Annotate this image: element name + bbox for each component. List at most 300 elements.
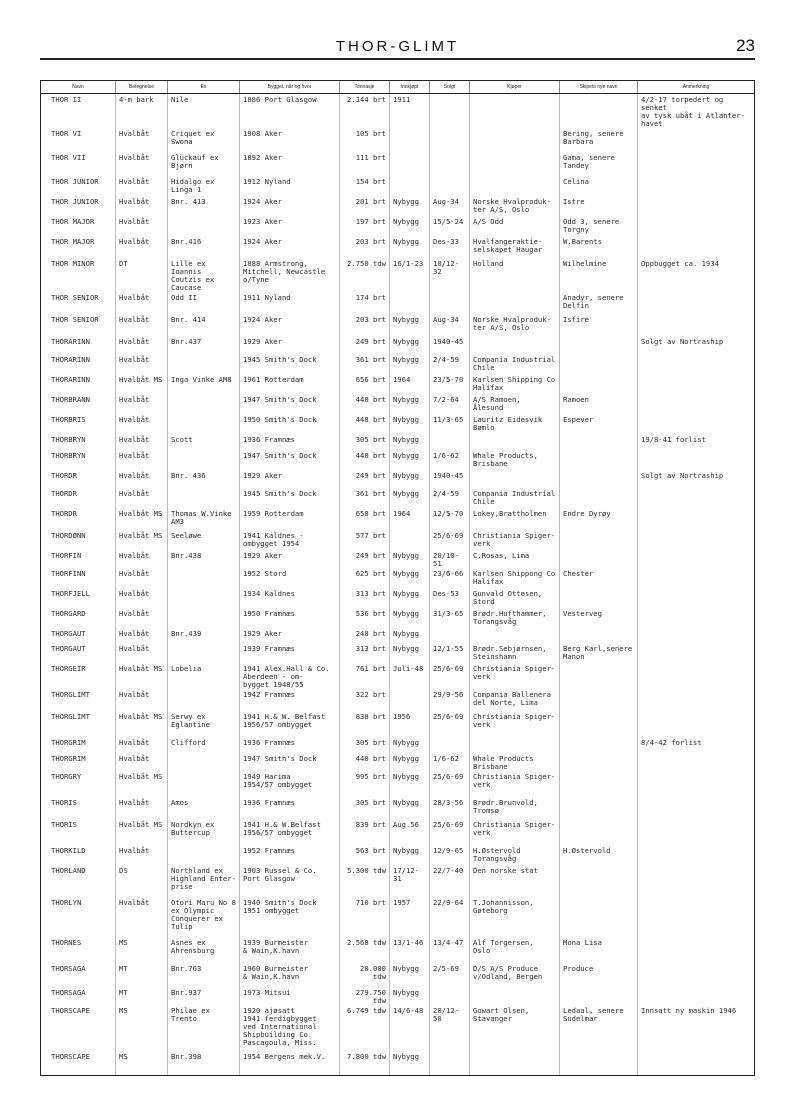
- ex-name-cell: Northland ex Highland Enter- prise: [168, 865, 240, 897]
- buyer-cell: Compania Industrial Chile: [470, 488, 560, 508]
- remark-cell: [638, 488, 755, 508]
- built-info-cell: 1945 Smith's Dock: [240, 488, 340, 508]
- ex-name-cell: Thomas W.Vinke AM3: [168, 508, 240, 530]
- built-info-cell: 1934 Kaldnes: [240, 588, 340, 608]
- remark-cell: Oppbugget ca. 1934: [638, 258, 755, 292]
- tonnage-cell: 249 brt: [340, 336, 390, 354]
- sold-date-cell: Des-53: [430, 588, 470, 608]
- tonnage-cell: 305 brt: [340, 434, 390, 450]
- remark-cell: [638, 196, 755, 216]
- bought-date-cell: Nybygg: [390, 771, 430, 797]
- bought-date-cell: Nybygg: [390, 450, 430, 470]
- buyer-cell: Karlsen Shipping Co Halifax: [470, 374, 560, 394]
- new-name-cell: [560, 689, 638, 711]
- new-name-cell: [560, 354, 638, 374]
- ship-name-cell: THORSAGA: [41, 963, 116, 987]
- ship-type-cell: Hvalbåt: [116, 176, 168, 196]
- bought-date-cell: Nybygg: [390, 336, 430, 354]
- new-name-cell: Berg Karl,senere Manon: [560, 643, 638, 663]
- ship-name-cell: THORGAUT: [41, 643, 116, 663]
- sold-date-cell: 22/9-64: [430, 897, 470, 937]
- tonnage-cell: 7.800 tdw: [340, 1051, 390, 1075]
- ship-type-cell: Hvalbåt MS: [116, 711, 168, 737]
- ex-name-cell: Nordkyn ex Buttercup: [168, 819, 240, 845]
- new-name-cell: [560, 434, 638, 450]
- table-row: [41, 628, 755, 643]
- new-name-cell: Produce: [560, 963, 638, 987]
- buyer-cell: [470, 737, 560, 753]
- tonnage-cell: 313 brt: [340, 643, 390, 663]
- new-name-cell: Odd 3, senere Torgny: [560, 216, 638, 236]
- buyer-cell: [470, 292, 560, 314]
- bought-date-cell: [390, 292, 430, 314]
- table-row: [41, 470, 755, 488]
- tonnage-cell: 361 brt: [340, 488, 390, 508]
- remark-cell: [638, 987, 755, 1005]
- buyer-cell: Christiania Spiger- verk: [470, 530, 560, 550]
- ship-name-cell: THOR SENIOR: [41, 292, 116, 314]
- new-name-cell: [560, 819, 638, 845]
- remark-cell: [638, 394, 755, 414]
- ex-name-cell: [168, 450, 240, 470]
- new-name-cell: [560, 488, 638, 508]
- ship-name-cell: THORNES: [41, 937, 116, 963]
- table-row: [41, 336, 755, 354]
- bought-date-cell: 16/1-23: [390, 258, 430, 292]
- ex-name-cell: Bnr.437: [168, 336, 240, 354]
- bought-date-cell: Nybygg: [390, 845, 430, 865]
- table-row: [41, 488, 755, 508]
- ship-type-cell: MS: [116, 937, 168, 963]
- ship-name-cell: THORDR: [41, 508, 116, 530]
- bought-date-cell: 14/6-48: [390, 1005, 430, 1051]
- buyer-cell: [470, 987, 560, 1005]
- ship-name-cell: THORDR: [41, 470, 116, 488]
- ship-type-cell: Hvalbåt MS: [116, 771, 168, 797]
- sold-date-cell: 12/9-65: [430, 845, 470, 865]
- new-name-cell: Gama, senere Tandey: [560, 152, 638, 176]
- ship-type-cell: Hvalbåt: [116, 550, 168, 568]
- ship-name-cell: THORBRANN: [41, 394, 116, 414]
- col-header-ex: Ex: [168, 81, 240, 94]
- ship-name-cell: THORGRIM: [41, 737, 116, 753]
- buyer-cell: Norske Hvalproduk- ter A/S, Oslo: [470, 314, 560, 336]
- ex-name-cell: Criquet ex Swona: [168, 128, 240, 152]
- buyer-cell: Gowart Olsen, Stavanger: [470, 1005, 560, 1051]
- built-info-cell: 1911 Nyland: [240, 292, 340, 314]
- new-name-cell: Anadyr, senere Delfin: [560, 292, 638, 314]
- built-info-cell: 1929 Aker: [240, 550, 340, 568]
- table-row: [41, 845, 755, 865]
- ship-name-cell: THOR VII: [41, 152, 116, 176]
- ship-type-cell: Hvalbåt: [116, 354, 168, 374]
- new-name-cell: Ramoen: [560, 394, 638, 414]
- built-info-cell: 1947 Smith's Dock: [240, 394, 340, 414]
- ex-name-cell: [168, 608, 240, 628]
- new-name-cell: [560, 588, 638, 608]
- buyer-cell: T.Johannisson, Gøteborg: [470, 897, 560, 937]
- ship-name-cell: THORGRIM: [41, 753, 116, 771]
- ship-type-cell: Hvalbåt: [116, 196, 168, 216]
- ship-name-cell: THORGEIR: [41, 663, 116, 689]
- new-name-cell: H.Østervold: [560, 845, 638, 865]
- tonnage-cell: 448 brt: [340, 414, 390, 434]
- ex-name-cell: Hidalgo ex Linga 1: [168, 176, 240, 196]
- built-info-cell: 1936 Framnæs: [240, 737, 340, 753]
- ship-name-cell: THORBRYN: [41, 434, 116, 450]
- bought-date-cell: Nybygg: [390, 643, 430, 663]
- sold-date-cell: 2/4-59: [430, 354, 470, 374]
- buyer-cell: [470, 176, 560, 196]
- table-row: [41, 216, 755, 236]
- table-row: [41, 1005, 755, 1051]
- built-info-cell: 1945 Smith's Dock: [240, 354, 340, 374]
- sold-date-cell: 25/6-69: [430, 663, 470, 689]
- ship-name-cell: THORLAND: [41, 865, 116, 897]
- sold-date-cell: [430, 737, 470, 753]
- ship-name-cell: THORSAGA: [41, 987, 116, 1005]
- new-name-cell: Bering, senere Barbara: [560, 128, 638, 152]
- remark-cell: [638, 963, 755, 987]
- ex-name-cell: [168, 689, 240, 711]
- ship-type-cell: Hvalbåt: [116, 797, 168, 819]
- buyer-cell: Christiania Spiger- verk: [470, 663, 560, 689]
- remark-cell: [638, 865, 755, 897]
- remark-cell: [638, 152, 755, 176]
- remark-cell: [638, 588, 755, 608]
- ship-type-cell: Hvalbåt: [116, 414, 168, 434]
- ship-name-cell: THORSCAPE: [41, 1051, 116, 1075]
- ex-name-cell: Inga Vinke AM8: [168, 374, 240, 394]
- col-header-innkjopt: Innkjøpt: [390, 81, 430, 94]
- remark-cell: [638, 128, 755, 152]
- ex-name-cell: Lobelia: [168, 663, 240, 689]
- ship-name-cell: THORBRIS: [41, 414, 116, 434]
- table-row: [41, 314, 755, 336]
- ship-name-cell: THOR VI: [41, 128, 116, 152]
- tonnage-cell: 656 brt: [340, 374, 390, 394]
- built-info-cell: 1973 Mitsui: [240, 987, 340, 1005]
- sold-date-cell: 25/6-69: [430, 530, 470, 550]
- buyer-cell: D/S A/S Produce v/Odland, Bergen: [470, 963, 560, 987]
- ex-name-cell: Bnr. 414: [168, 314, 240, 336]
- tonnage-cell: 577 brt: [340, 530, 390, 550]
- tonnage-cell: 279.750 tdw: [340, 987, 390, 1005]
- sold-date-cell: 29/9-56: [430, 689, 470, 711]
- bought-date-cell: Nybygg: [390, 568, 430, 588]
- tonnage-cell: 995 brt: [340, 771, 390, 797]
- remark-cell: [638, 450, 755, 470]
- ship-name-cell: THORFIN: [41, 550, 116, 568]
- ship-type-cell: MS: [116, 1005, 168, 1051]
- ship-type-cell: Hvalbåt: [116, 152, 168, 176]
- sold-date-cell: 23/6-66: [430, 568, 470, 588]
- built-info-cell: 1961 Rotterdam: [240, 374, 340, 394]
- bought-date-cell: [390, 689, 430, 711]
- ship-type-cell: Hvalbåt: [116, 394, 168, 414]
- ship-type-cell: Hvalbåt: [116, 897, 168, 937]
- ex-name-cell: [168, 414, 240, 434]
- remark-cell: [638, 530, 755, 550]
- table-row: [41, 737, 755, 753]
- sold-date-cell: 25/6-69: [430, 819, 470, 845]
- remark-cell: 4/2-17 torpedert og senket av tysk ubåt i Atlanter- havet: [638, 94, 755, 129]
- bought-date-cell: 1964: [390, 374, 430, 394]
- buyer-cell: Brødr.Hufthammer, Torangsvåg: [470, 608, 560, 628]
- built-info-cell: 1924 Aker: [240, 314, 340, 336]
- ex-name-cell: Clifford: [168, 737, 240, 753]
- sold-date-cell: 1940-45: [430, 470, 470, 488]
- table-row: [41, 819, 755, 845]
- ship-type-cell: Hvalbåt: [116, 845, 168, 865]
- ex-name-cell: Scott: [168, 434, 240, 450]
- ship-name-cell: THORGARD: [41, 608, 116, 628]
- remark-cell: [638, 216, 755, 236]
- tonnage-cell: 322 brt: [340, 689, 390, 711]
- new-name-cell: [560, 987, 638, 1005]
- built-info-cell: 1888 Armstrong, Mitchell, Newcastle o/Tyne: [240, 258, 340, 292]
- col-header-navn: Navn: [41, 81, 116, 94]
- page-title: THOR-GLIMT: [335, 38, 460, 55]
- col-header-betegnelse: Betegnelse: [116, 81, 168, 94]
- built-info-cell: 1924 Aker: [240, 196, 340, 216]
- remark-cell: [638, 628, 755, 643]
- tonnage-cell: 313 brt: [340, 588, 390, 608]
- buyer-cell: [470, 152, 560, 176]
- ship-type-cell: MT: [116, 987, 168, 1005]
- new-name-cell: [560, 1051, 638, 1075]
- ex-name-cell: Bnr.416: [168, 236, 240, 258]
- bought-date-cell: 1911: [390, 94, 430, 129]
- table-row: [41, 753, 755, 771]
- table-row: [41, 196, 755, 216]
- header-rule: [40, 58, 755, 60]
- ship-name-cell: THOR MAJOR: [41, 236, 116, 258]
- remark-cell: [638, 897, 755, 937]
- sold-date-cell: 1/6-62: [430, 450, 470, 470]
- table-row: [41, 1051, 755, 1075]
- new-name-cell: Chester: [560, 568, 638, 588]
- ship-name-cell: THOR SENIOR: [41, 314, 116, 336]
- ex-name-cell: [168, 643, 240, 663]
- remark-cell: [638, 819, 755, 845]
- sold-date-cell: 28/3-56: [430, 797, 470, 819]
- buyer-cell: Lauritz Eidesvik Bømlo: [470, 414, 560, 434]
- ship-name-cell: THOR MAJOR: [41, 216, 116, 236]
- remark-cell: Solgt av Nortraship: [638, 470, 755, 488]
- table-row: [41, 865, 755, 897]
- ex-name-cell: Otori Maru No 8 ex Olympic Conquerer ex Tulip: [168, 897, 240, 937]
- table-row: [41, 771, 755, 797]
- ship-type-cell: Hvalbåt: [116, 216, 168, 236]
- ex-name-cell: Asnes ex Ahrensburg: [168, 937, 240, 963]
- remark-cell: Solgt av Nortraship: [638, 336, 755, 354]
- bought-date-cell: Nybygg: [390, 963, 430, 987]
- buyer-cell: Hvalfangeraktie- selskapet Haugar: [470, 236, 560, 258]
- buyer-cell: Whale Products Brisbane: [470, 753, 560, 771]
- buyer-cell: Christiania Spiger- verk: [470, 819, 560, 845]
- sold-date-cell: [430, 434, 470, 450]
- tonnage-cell: 761 brt: [340, 663, 390, 689]
- table-row: [41, 414, 755, 434]
- tonnage-cell: 305 brt: [340, 737, 390, 753]
- new-name-cell: Mona Lisa: [560, 937, 638, 963]
- remark-cell: [638, 797, 755, 819]
- built-info-cell: 1947 Smith's Dock: [240, 753, 340, 771]
- built-info-cell: 1954 Bergens mek.V.: [240, 1051, 340, 1075]
- ship-type-cell: Hvalbåt: [116, 236, 168, 258]
- tonnage-cell: 536 brt: [340, 608, 390, 628]
- page-number: 23: [736, 36, 755, 55]
- ship-type-cell: Hvalbåt: [116, 488, 168, 508]
- tonnage-cell: 361 brt: [340, 354, 390, 374]
- ship-type-cell: Hvalbåt MS: [116, 530, 168, 550]
- sold-date-cell: Aug-34: [430, 196, 470, 216]
- table-row: [41, 937, 755, 963]
- remark-cell: [638, 711, 755, 737]
- bought-date-cell: [390, 176, 430, 196]
- remark-cell: [638, 663, 755, 689]
- table-row: [41, 550, 755, 568]
- ex-name-cell: Serwy ex Eglantine: [168, 711, 240, 737]
- ship-name-cell: THORIS: [41, 797, 116, 819]
- new-name-cell: [560, 530, 638, 550]
- ex-name-cell: Glückauf ex Bjørn: [168, 152, 240, 176]
- tonnage-cell: 6.749 tdw: [340, 1005, 390, 1051]
- buyer-cell: Norske Hvalproduk- ter A/S, Oslo: [470, 196, 560, 216]
- ship-type-cell: Hvalbåt MS: [116, 508, 168, 530]
- tonnage-cell: 203 brt: [340, 236, 390, 258]
- ex-name-cell: [168, 845, 240, 865]
- bought-date-cell: 1957: [390, 897, 430, 937]
- remark-cell: [638, 845, 755, 865]
- ship-name-cell: THORKILD: [41, 845, 116, 865]
- new-name-cell: Ledaal, senere Sudelmar: [560, 1005, 638, 1051]
- bought-date-cell: Nybygg: [390, 488, 430, 508]
- tonnage-cell: 249 brt: [340, 470, 390, 488]
- remark-cell: 8/4-42 forlist: [638, 737, 755, 753]
- col-header-nytt-navn: Skipets nye navn: [560, 81, 638, 94]
- built-info-cell: 1949 Harima 1954/57 ombygget: [240, 771, 340, 797]
- ship-name-cell: THORGAUT: [41, 628, 116, 643]
- ex-name-cell: [168, 588, 240, 608]
- remark-cell: [638, 568, 755, 588]
- buyer-cell: [470, 336, 560, 354]
- ex-name-cell: Bnr. 413: [168, 196, 240, 216]
- bought-date-cell: Nybygg: [390, 737, 430, 753]
- built-info-cell: 1924 Aker: [240, 236, 340, 258]
- table-row: [41, 508, 755, 530]
- ship-type-cell: Hvalbåt: [116, 588, 168, 608]
- tonnage-cell: 111 brt: [340, 152, 390, 176]
- tonnage-cell: 5.300 tdw: [340, 865, 390, 897]
- tonnage-cell: 625 brt: [340, 568, 390, 588]
- col-header-solgt: Solgt: [430, 81, 470, 94]
- table-row: [41, 128, 755, 152]
- ship-type-cell: Hvalbåt MS: [116, 374, 168, 394]
- sold-date-cell: 2/5-69: [430, 963, 470, 987]
- sold-date-cell: 1940-45: [430, 336, 470, 354]
- new-name-cell: [560, 450, 638, 470]
- tonnage-cell: 2.568 tdw: [340, 937, 390, 963]
- table-row: [41, 987, 755, 1005]
- remark-cell: [638, 608, 755, 628]
- table-row: [41, 434, 755, 450]
- table-row: [41, 711, 755, 737]
- tonnage-cell: 305 brt: [340, 797, 390, 819]
- sold-date-cell: Aug-34: [430, 314, 470, 336]
- ex-name-cell: [168, 354, 240, 374]
- ship-type-cell: Hvalbåt: [116, 628, 168, 643]
- ex-name-cell: Amos: [168, 797, 240, 819]
- remark-cell: [638, 643, 755, 663]
- sold-date-cell: 20/12-50: [430, 1005, 470, 1051]
- table-row: [41, 176, 755, 196]
- sold-date-cell: 25/6-69: [430, 771, 470, 797]
- bought-date-cell: Nybygg: [390, 588, 430, 608]
- tonnage-cell: 440 brt: [340, 450, 390, 470]
- remark-cell: [638, 292, 755, 314]
- col-header-bygget: Bygget, når og hvor: [240, 81, 340, 94]
- remark-cell: [638, 354, 755, 374]
- ex-name-cell: Bnr.438: [168, 550, 240, 568]
- remark-cell: [638, 314, 755, 336]
- built-info-cell: 1950 Framnæs: [240, 608, 340, 628]
- sold-date-cell: [430, 628, 470, 643]
- buyer-cell: Brødr.Brunvold, Tromsø: [470, 797, 560, 819]
- built-info-cell: 1941 H.& W.Belfast 1956/57 ombygget: [240, 819, 340, 845]
- sold-date-cell: 7/2-64: [430, 394, 470, 414]
- bought-date-cell: Nybygg: [390, 434, 430, 450]
- ex-name-cell: [168, 568, 240, 588]
- new-name-cell: Istre: [560, 196, 638, 216]
- table-row: [41, 450, 755, 470]
- ship-type-cell: Hvalbåt: [116, 292, 168, 314]
- sold-date-cell: 13/4-47: [430, 937, 470, 963]
- tonnage-cell: 174 brt: [340, 292, 390, 314]
- buyer-cell: [470, 470, 560, 488]
- ship-name-cell: THORGRY: [41, 771, 116, 797]
- sold-date-cell: Des-33: [430, 236, 470, 258]
- ship-type-cell: Hvalbåt: [116, 608, 168, 628]
- buyer-cell: [470, 1051, 560, 1075]
- bought-date-cell: Nybygg: [390, 753, 430, 771]
- bought-date-cell: Nybygg: [390, 987, 430, 1005]
- ship-name-cell: THORSCAPE: [41, 1005, 116, 1051]
- built-info-cell: 1923 Aker: [240, 216, 340, 236]
- built-info-cell: 1952 Stord: [240, 568, 340, 588]
- ship-name-cell: THOR JUNIOR: [41, 176, 116, 196]
- ship-type-cell: Hvalbåt: [116, 568, 168, 588]
- ship-type-cell: Hvalbåt: [116, 470, 168, 488]
- bought-date-cell: Juli-48: [390, 663, 430, 689]
- table-row: [41, 354, 755, 374]
- built-info-cell: 1929 Aker: [240, 470, 340, 488]
- table-row: [41, 689, 755, 711]
- table-row: [41, 588, 755, 608]
- built-info-cell: 1936 Framnæs: [240, 434, 340, 450]
- sold-date-cell: 22/7-40: [430, 865, 470, 897]
- ex-name-cell: Bnr. 436: [168, 470, 240, 488]
- bought-date-cell: 1964: [390, 508, 430, 530]
- ship-name-cell: THOR II: [41, 94, 116, 129]
- built-info-cell: 1942 Framnæs: [240, 689, 340, 711]
- remark-cell: [638, 374, 755, 394]
- built-info-cell: 1929 Aker: [240, 628, 340, 643]
- tonnage-cell: 2.144 brt: [340, 94, 390, 129]
- new-name-cell: [560, 711, 638, 737]
- new-name-cell: [560, 865, 638, 897]
